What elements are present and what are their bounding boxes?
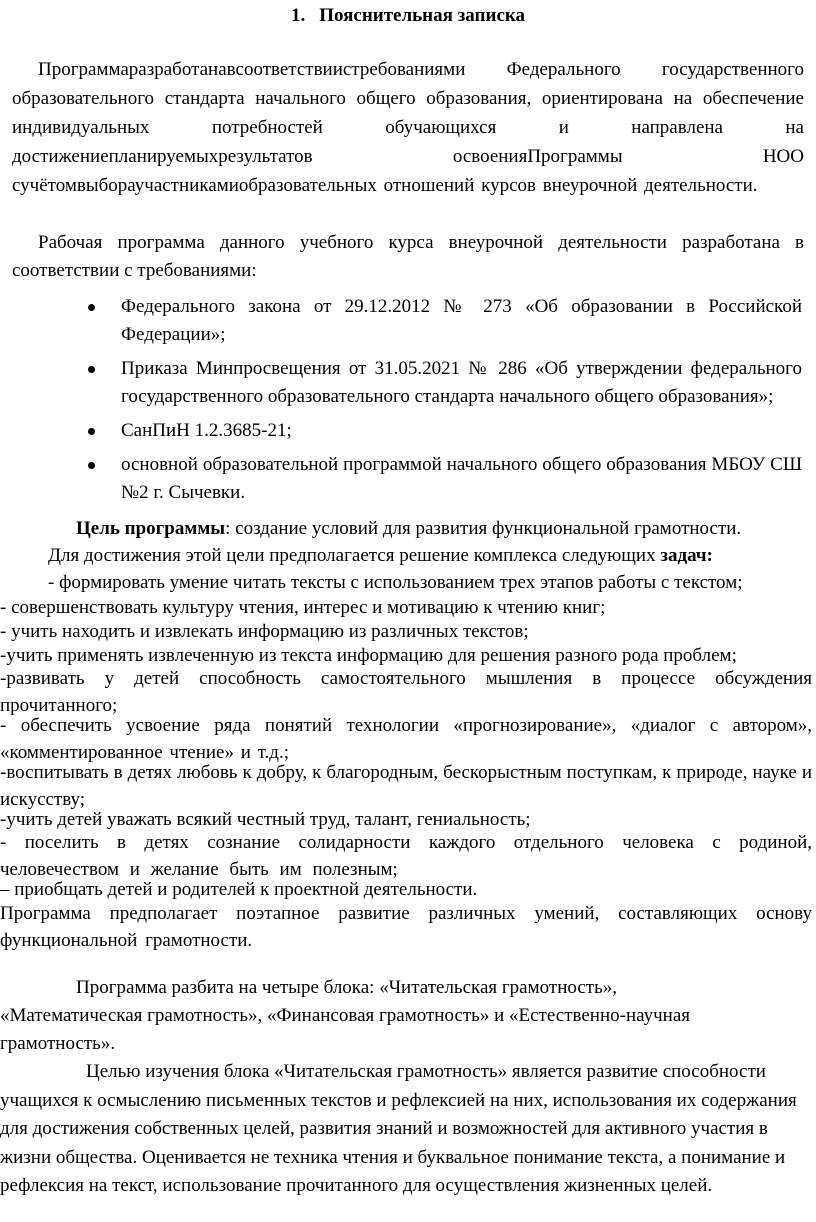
task-item: - учить находить и извлекать информацию из различных текстов; <box>0 621 529 642</box>
heading-title: Пояснительная записка <box>319 5 526 26</box>
task-item: – приобщать детей и родителей к проектной деятельности. <box>0 879 478 900</box>
tasks-intro-paragraph <box>48 542 808 569</box>
task-item: -развивать у детей способность самостоятельного мышления в процессе обсуждения прочитанного; <box>0 668 812 716</box>
tasks-intro-text: Для достижения этой цели предполагается решение комплекса следующих <box>48 545 661 566</box>
task-item: - формировать умение читать тексты с использованием трех этапов работы с текстом; <box>48 572 743 593</box>
list-item: Федерального закона от 29.12.2012 № 273 «Об образовании в Российской Федерации»; <box>12 293 802 349</box>
bullet-icon <box>88 304 95 311</box>
list-item: СанПиН 1.2.3685-21; <box>12 417 802 445</box>
list-item: Приказа Минпросвещения от 31.05.2021 № 286 «Об утверждении федерального государственного образовательного стандарта начального общего образования»; <box>12 355 802 411</box>
blocks-paragraph: Программа разбита на четыре блока: «Читательская грамотность», «Математическая грамотность», «Финансовая грамотность» и «Естественно-научная грамотность». <box>0 977 690 1054</box>
program-development-paragraph: Программа предполагает поэтапное развитие различных умений, составляющих основу функциональной грамотности. <box>0 903 812 951</box>
requirements-list <box>12 293 802 513</box>
work-program-paragraph <box>12 229 804 285</box>
work-program-text: Рабочая программа данного учебного курса внеурочной деятельности разработана в соответствии с требованиями: <box>12 232 804 281</box>
section-heading <box>0 4 816 28</box>
goal-label: Цель программы <box>76 518 226 539</box>
heading-number: 1. <box>290 5 306 26</box>
bullet-icon <box>88 366 95 373</box>
reading-literacy-paragraph: Целью изучения блока «Читательская грамотность» является развитие способности учащихся к осмыслению письменных текстов и рефлексией на них, использования их содержания для достижения собственных целей, развития знаний и возможностей для активного участия в жизни общества. Оценивается не техника чтения и буквальное понимание текста, а понимание и рефлексия на текст, использование прочитанного для осуществления жизненных целей. <box>0 1061 797 1196</box>
tasks-intro-bold: задач: <box>660 545 713 566</box>
intro-text: Программаразработанавсоответствиистребованиями Федерального государственного образовательного стандарта начального общего образования, ориентирована на обеспечение индивидуальных потребностей обучающихся и направлена на достижениепланируемыхрезультатов освоенияПрограммы НОО сучётомвыбораучастникамиобразовательных отношений курсов внеурочной деятельности. <box>12 59 804 196</box>
task-item: - обеспечить усвоение ряда понятий технологии «прогнозирование», «диалог с автором», «комментированное чтение» и т.д.; <box>0 715 812 763</box>
goal-paragraph <box>76 515 806 542</box>
bullet-icon <box>88 428 95 435</box>
bullet-icon <box>88 462 95 469</box>
intro-paragraph <box>12 55 804 200</box>
task-item: -учить применять извлеченную из текста информацию для решения разного рода проблем; <box>0 645 737 666</box>
task-item: -воспитывать в детях любовь к добру, к благородным, бескорыстным поступкам, к природе, науке и искусству; <box>0 762 812 810</box>
task-item: -учить детей уважать всякий честный труд, талант, гениальность; <box>0 809 531 830</box>
list-item: основной образовательной программой начального общего образования МБОУ СШ №2 г. Сычевки. <box>12 451 802 507</box>
goal-text: : создание условий для развития функциональной грамотности. <box>225 518 742 539</box>
task-item: - поселить в детях сознание солидарности каждого отдельного человека с родиной, человечеством и желание быть им полезным; <box>0 832 812 880</box>
task-item: - совершенствовать культуру чтения, интерес и мотивацию к чтению книг; <box>0 597 606 618</box>
